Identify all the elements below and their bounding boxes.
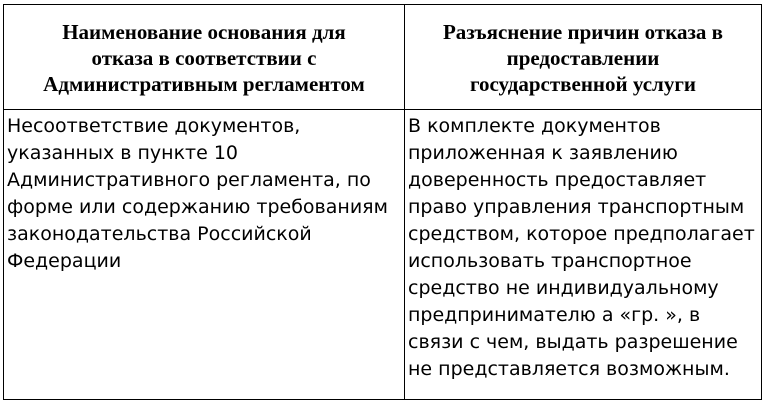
explanation-line: право управления транспортным	[408, 196, 745, 218]
ground-line: форме или содержанию требованиям	[7, 196, 388, 218]
header-explanation	[405, 5, 762, 110]
header-line: Наименование основания для	[62, 20, 346, 44]
ground-line: Административного регламента, по	[7, 169, 371, 191]
explanation-line: использовать транспортное	[408, 250, 692, 272]
explanation-line: предпринимателю а «гр. », в	[408, 304, 701, 326]
explanation-line: приложенная к заявлению	[408, 142, 678, 164]
header-line: государственной услуги	[470, 72, 696, 96]
ground-line: Несоответствие документов,	[7, 115, 301, 137]
header-line: Административным регламентом	[43, 72, 365, 96]
ground-cell	[4, 110, 405, 400]
table-row	[4, 110, 762, 400]
header-row	[4, 5, 762, 110]
header-line: Разъяснение причин отказа в	[442, 20, 724, 44]
refusal-reasons-table	[3, 4, 762, 400]
explanation-cell	[405, 110, 762, 400]
ground-line: указанных в пункте 10	[7, 142, 239, 164]
header-ground-name	[4, 5, 405, 110]
explanation-line: связи с чем, выдать разрешение	[408, 331, 738, 353]
explanation-line: средством, которое предполагает	[408, 223, 755, 245]
explanation-line: доверенность предоставляет	[408, 169, 707, 191]
header-line: предоставлении	[506, 46, 660, 70]
header-line: отказа в соответствии с	[91, 46, 317, 70]
explanation-line: не представляется возможным.	[408, 358, 730, 380]
ground-line: законодательства Российской	[7, 223, 312, 245]
explanation-line: В комплекте документов	[408, 115, 661, 137]
explanation-line: средство не индивидуальному	[408, 277, 719, 299]
ground-line: Федерации	[7, 250, 122, 272]
